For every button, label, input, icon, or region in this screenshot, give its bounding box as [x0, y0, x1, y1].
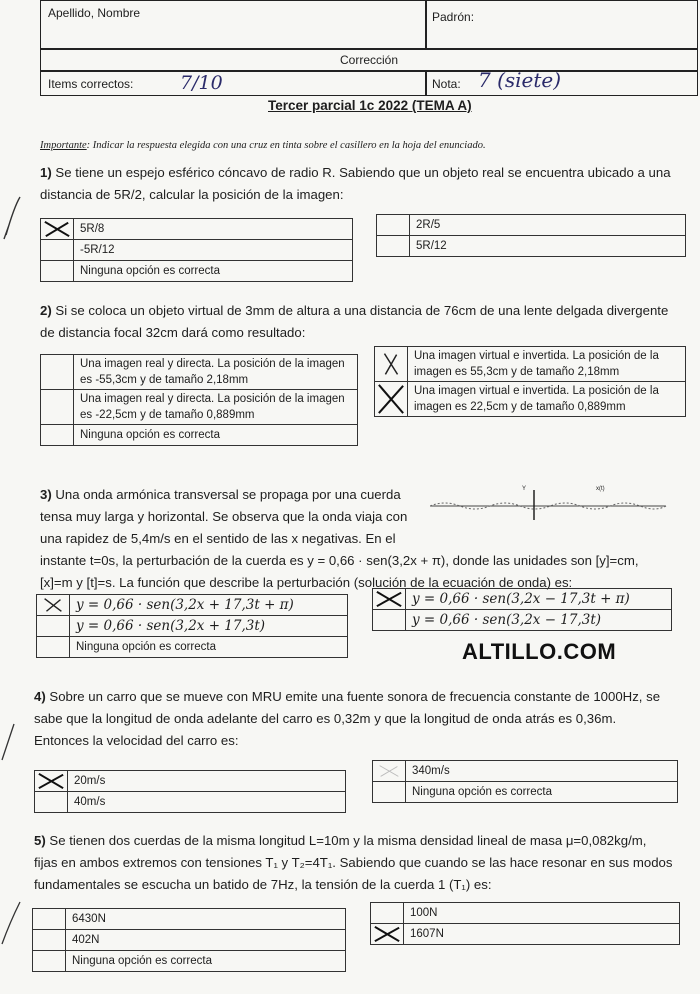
question-4-number: 4): [34, 689, 46, 704]
q3-option-c-checkbox[interactable]: [37, 637, 70, 658]
question-2: [40, 300, 695, 344]
q5-option-d-text: 100N: [404, 903, 680, 924]
q3-option-d[interactable]: [373, 589, 672, 610]
q1-option-d-checkbox[interactable]: [377, 215, 410, 236]
q2-option-c[interactable]: [41, 425, 358, 446]
question-4-text-1: Sobre un carro que se mueve con MRU emite una fuente sonora de frecuencia constante de 1000Hz, se: [49, 689, 661, 704]
q2-option-e-text: Una imagen virtual e invertida. La posición de la imagen es 22,5cm y de tamaño 0,889mm: [408, 382, 686, 417]
question-5-line-3: fundamentales se escucha un batido de 7Hz, la tensión de la cuerda 1 (T₁) es:: [34, 877, 492, 892]
q5-option-e[interactable]: [371, 924, 680, 945]
q4-option-c-text: 340m/s: [406, 761, 678, 782]
header-divider-v2: [425, 70, 427, 96]
q1-option-e-checkbox[interactable]: [377, 236, 410, 257]
q5-option-a-checkbox[interactable]: [33, 909, 66, 930]
q3-option-a-text: y = 0,66 · sen(3,2x + 17,3t + π): [70, 595, 348, 616]
question-4: [34, 686, 694, 752]
q5-option-d[interactable]: [371, 903, 680, 924]
q5-option-c-checkbox[interactable]: [33, 951, 66, 972]
correccion-label: Corrección: [340, 53, 399, 67]
cross-mark-icon: [43, 220, 71, 238]
q3-option-b-checkbox[interactable]: [37, 616, 70, 637]
q2-option-a[interactable]: [41, 355, 358, 390]
q3-option-c[interactable]: [37, 637, 348, 658]
q2-option-b-checkbox[interactable]: [41, 390, 74, 425]
question-1-line-2: distancia de 5R/2, calcular la posición de la imagen:: [40, 187, 344, 202]
q5-option-e-checkbox[interactable]: [371, 924, 404, 945]
question-2-number: 2): [40, 303, 52, 318]
q4-options-left: [34, 770, 346, 813]
q4-option-b-text: 40m/s: [68, 792, 346, 813]
q3-option-e-text: y = 0,66 · sen(3,2x − 17,3t): [406, 610, 672, 631]
q2-options-left: [40, 354, 358, 446]
q1-option-e[interactable]: [377, 236, 686, 257]
question-3-line-4: instante t=0s, la perturbación de la cuerda es y = 0,66 · sen(3,2x + π), donde las unidades son [y]=cm,: [40, 553, 639, 568]
wave-figure: [430, 486, 670, 522]
header-divider-h2: [40, 70, 698, 72]
cross-mark-icon: [373, 925, 401, 943]
wave-diagram: [430, 486, 670, 522]
q5-option-b-checkbox[interactable]: [33, 930, 66, 951]
question-1-text-1: Se tiene un espejo esférico cóncavo de radio R. Sabiendo que un objeto real se encuentra ubicado a una: [55, 165, 671, 180]
grade-tick-q1: [2, 195, 22, 248]
question-4-line-1: [34, 686, 694, 708]
q1-option-c[interactable]: [41, 261, 353, 282]
q4-option-c[interactable]: [373, 761, 678, 782]
question-4-line-3: Entonces la velocidad del carro es:: [34, 733, 239, 748]
q3-option-b-text: y = 0,66 · sen(3,2x + 17,3t): [70, 616, 348, 637]
question-1-line-1: [40, 162, 695, 184]
q5-option-a[interactable]: [33, 909, 346, 930]
grade-tick-q4: [0, 722, 16, 767]
question-2-line-2: de distancia focal 32cm dará como resultado:: [40, 325, 306, 340]
q4-option-c-checkbox[interactable]: [373, 761, 406, 782]
q1-option-a-checkbox[interactable]: [41, 219, 74, 240]
q5-option-b[interactable]: [33, 930, 346, 951]
q3-option-a-checkbox[interactable]: [37, 595, 70, 616]
q3-option-d-text: y = 0,66 · sen(3,2x − 17,3t + π): [406, 589, 672, 610]
q3-options-right: [372, 588, 672, 631]
q2-option-d[interactable]: [375, 347, 686, 382]
padron-label: Padrón:: [432, 10, 475, 24]
q2-option-c-checkbox[interactable]: [41, 425, 74, 446]
q2-option-e[interactable]: [375, 382, 686, 417]
nota-value: 7 (siete): [478, 68, 562, 92]
altillo-watermark: ALTILLO.COM: [462, 639, 617, 664]
q1-options-right: [376, 214, 686, 257]
items-value: 7/10: [180, 72, 223, 94]
q3-option-a[interactable]: [37, 595, 348, 616]
q4-option-a-checkbox[interactable]: [35, 771, 68, 792]
question-5-line-1: [34, 830, 694, 852]
question-3-line-5: [x]=m y [t]=s. La función que describe la perturbación (solución de la ecuación de onda) es:: [40, 575, 573, 590]
q2-option-d-text: Una imagen virtual e invertida. La posición de la imagen es 55,3cm y de tamaño 2,18mm: [408, 347, 686, 382]
nota-label: Nota:: [432, 77, 461, 91]
q3-option-c-text: Ninguna opción es correcta: [70, 637, 348, 658]
question-3-number: 3): [40, 487, 52, 502]
q1-option-d[interactable]: [377, 215, 686, 236]
erased-mark-icon: [375, 762, 403, 780]
q1-option-c-checkbox[interactable]: [41, 261, 74, 282]
q5-option-c[interactable]: [33, 951, 346, 972]
q1-option-b-checkbox[interactable]: [41, 240, 74, 261]
q5-option-d-checkbox[interactable]: [371, 903, 404, 924]
question-4-line-2: sabe que la longitud de onda adelante del carro es 0,32m y que la longitud de onda atrás es 0,36m.: [34, 711, 617, 726]
q4-option-a[interactable]: [35, 771, 346, 792]
q4-option-a-text: 20m/s: [68, 771, 346, 792]
question-3-text-1: Una onda armónica transversal se propaga por una cuerda: [55, 487, 401, 502]
q4-option-d-text: Ninguna opción es correcta: [406, 782, 678, 803]
important-note: [40, 140, 486, 151]
q2-option-a-text: Una imagen real y directa. La posición de la imagen es -55,3cm y de tamaño 2,18mm: [74, 355, 358, 390]
cross-mark-icon: [375, 590, 403, 608]
items-label: Items correctos:: [48, 77, 134, 91]
note-prefix: Importante: [40, 140, 87, 151]
q5-option-e-text: 1607N: [404, 924, 680, 945]
q2-option-d-checkbox[interactable]: [375, 347, 408, 382]
q1-option-b[interactable]: [41, 240, 353, 261]
q4-option-b[interactable]: [35, 792, 346, 813]
header-divider-h1: [40, 48, 698, 50]
header-divider-v1: [425, 0, 427, 48]
q1-option-d-text: 2R/5: [410, 215, 686, 236]
note-text: : Indicar la respuesta elegida con una cruz en tinta sobre el casillero en la hoja del enunciado.: [86, 140, 486, 151]
q1-option-c-text: Ninguna opción es correcta: [74, 261, 353, 282]
q3-options-left: [36, 594, 348, 658]
question-5: [34, 830, 694, 896]
q4-option-d-checkbox[interactable]: [373, 782, 406, 803]
exam-title: Tercer parcial 1c 2022 (TEMA A): [268, 98, 472, 113]
q3-option-e[interactable]: [373, 610, 672, 631]
q4-options-right: [372, 760, 678, 803]
question-2-text-1: Si se coloca un objeto virtual de 3mm de altura a una distancia de 76cm de una lente delgada divergente: [55, 303, 669, 318]
q5-options-right: [370, 902, 680, 945]
question-2-line-1: [40, 300, 695, 322]
question-3-line-3: una rapidez de 5,4m/s en el sentido de las x negativas. En el: [40, 531, 396, 546]
q2-option-a-checkbox[interactable]: [41, 355, 74, 390]
q2-option-b[interactable]: [41, 390, 358, 425]
cross-mark-icon: [377, 348, 405, 380]
wave-x-label: x(t): [596, 486, 605, 492]
question-3-line-2: tensa muy larga y horizontal. Se observa que la onda viaja con: [40, 509, 408, 524]
question-5-text-1: Se tienen dos cuerdas de la misma longitud L=10m y la misma densidad lineal de masa μ=0,082kg/m,: [49, 833, 647, 848]
q1-option-a[interactable]: [41, 219, 353, 240]
q1-option-e-text: 5R/12: [410, 236, 686, 257]
q3-option-e-checkbox[interactable]: [373, 610, 406, 631]
question-5-line-2: fijas en ambos extremos con tensiones T₁ y T₂=4T₁. Sabiendo que cuando se las hace resonar en sus modos: [34, 855, 673, 870]
q4-option-d[interactable]: [373, 782, 678, 803]
q5-option-c-text: Ninguna opción es correcta: [66, 951, 346, 972]
cross-mark-icon: [39, 596, 67, 614]
q2-option-c-text: Ninguna opción es correcta: [74, 425, 358, 446]
q2-options-right: [374, 346, 686, 417]
q1-options-left: [40, 218, 353, 282]
question-1: [40, 162, 695, 206]
q1-option-a-text: 5R/8: [74, 219, 353, 240]
q3-option-b[interactable]: [37, 616, 348, 637]
name-label: Apellido, Nombre: [48, 6, 141, 20]
q5-options-left: [32, 908, 346, 972]
grade-tick-q5: [0, 900, 22, 951]
wave-y-label: Y: [522, 486, 527, 492]
q5-option-a-text: 6430N: [66, 909, 346, 930]
q2-option-b-text: Una imagen real y directa. La posición de la imagen es -22,5cm y de tamaño 0,889mm: [74, 390, 358, 425]
cross-mark-icon: [377, 383, 405, 415]
question-1-number: 1): [40, 165, 52, 180]
cross-mark-icon: [37, 772, 65, 790]
q2-option-e-checkbox[interactable]: [375, 382, 408, 417]
question-5-number: 5): [34, 833, 46, 848]
q5-option-b-text: 402N: [66, 930, 346, 951]
q4-option-b-checkbox[interactable]: [35, 792, 68, 813]
q1-option-b-text: -5R/12: [74, 240, 353, 261]
q3-option-d-checkbox[interactable]: [373, 589, 406, 610]
